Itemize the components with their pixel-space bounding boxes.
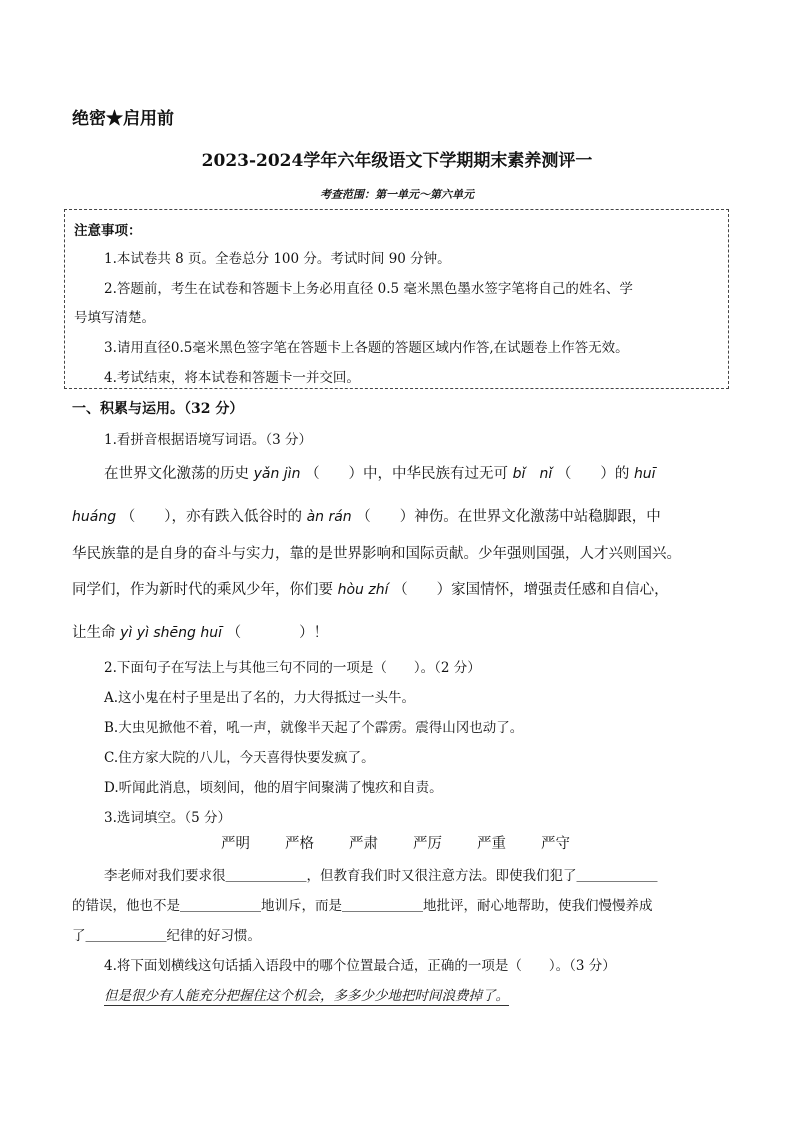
exam-title: 2023-2024学年六年级语文下学期期末素养测评一	[201, 151, 593, 171]
pinyin-bini: bǐ nǐ	[512, 466, 553, 482]
q3-paragraph-line-3: 了＿＿＿＿＿＿纪律的好习惯。	[72, 928, 261, 944]
notice-item-4: 4.考试结束，将本试卷和答题卡一并交回。	[104, 370, 360, 386]
notice-heading: 注意事项：	[74, 223, 142, 239]
notice-item-3: 3.请用直径0.5毫米黑色签字笔在答题卡上各题的答题区域内作答,在试题卷上作答无效。	[104, 340, 629, 356]
q2-option-a: A.这小鬼在村子里是出了名的，力大得抵过一头牛。	[104, 690, 416, 706]
pinyin-huang: huáng	[72, 509, 117, 525]
word-option: 严格	[285, 836, 314, 852]
word-option: 严明	[221, 836, 250, 852]
q1-text: 让生命	[72, 625, 116, 641]
q1-text: 同学们，作为新时代的乘风少年，你们要	[72, 582, 333, 598]
pinyin-yanjin: yǎn jìn	[253, 466, 301, 482]
q3-stem: 3.选词填空。（5 分）	[104, 810, 232, 826]
q1-text: （ ）中，中华民族有过无可	[305, 466, 509, 482]
q3-paragraph-line-1: 李老师对我们要求很＿＿＿＿＿＿，但教育我们时又很注意方法。即使我们犯了＿＿＿＿＿＿	[104, 868, 658, 884]
notice-box	[64, 209, 729, 389]
q1-text: （ ）家国情怀，增强责任感和自信心，	[393, 582, 669, 598]
q2-option-b: B.大虫见掀他不着，吼一声，就像半天起了个霹雳。震得山冈也动了。	[104, 720, 524, 736]
notice-item-1: 1.本试卷共 8 页。全卷总分 100 分。考试时间 90 分钟。	[104, 251, 451, 267]
pinyin-hui: huī	[633, 466, 656, 482]
q1-text: 在世界文化激荡的历史	[104, 466, 249, 482]
q2-option-c: C.住方家大院的八儿，今天喜得快要发疯了。	[104, 750, 375, 766]
exam-scope: 考查范围：第一单元～第六单元	[320, 188, 474, 201]
confidential-label: 绝密★启用前	[72, 109, 174, 129]
q3-paragraph-line-2: 的错误，他也不是＿＿＿＿＿＿地训斥，而是＿＿＿＿＿＿地批评，耐心地帮助，使我们慢慢养成	[72, 898, 653, 914]
notice-item-2: 2.答题前，考生在试卷和答题卡上务必用直径 0.5 毫米黑色墨水签字笔将自己的姓名、学	[104, 281, 633, 297]
pinyin-yiyishenghui: yì yì shēng huī	[120, 625, 222, 641]
q1-stem: 1.看拼音根据语境写词语。（3 分）	[104, 432, 313, 448]
section-1-title: 一、积累与运用。（32 分）	[72, 401, 244, 417]
q1-text: （ ）神伤。在世界文化激荡中站稳脚跟，中	[356, 509, 661, 525]
pinyin-houzhi: hòu zhí	[337, 582, 389, 598]
notice-item-2-cont: 号填写清楚。	[74, 310, 155, 326]
q2-stem: 2.下面句子在写法上与其他三句不同的一项是（ ）。（2 分）	[104, 660, 481, 676]
word-option: 严厉	[413, 836, 442, 852]
q2-option-d: D.听闻此消息，顷刻间，他的眉宇间聚满了愧疚和自责。	[104, 780, 443, 796]
pinyin-anran: àn rán	[306, 509, 352, 525]
q1-text: （ ）！	[226, 625, 329, 641]
q1-text: （ ）的	[556, 466, 630, 482]
q4-stem: 4.将下面划横线这句话插入语段中的哪个位置最合适，正确的一项是（ ）。（3 分）	[104, 958, 616, 974]
q1-line-3: 华民族靠的是自身的奋斗与实力，靠的是世界影响和国际贡献。少年强则国强，人才兴则国兴。	[72, 546, 681, 562]
q1-line-2	[72, 505, 661, 526]
word-option: 严肃	[349, 836, 378, 852]
q1-line-1	[104, 462, 656, 483]
q1-text: （ ），亦有跌入低谷时的	[120, 509, 302, 525]
q1-line-5	[72, 621, 328, 642]
q4-underlined-sentence: 但是很少有人能充分把握住这个机会，多多少少地把时间浪费掉了。	[104, 984, 509, 1006]
word-option: 严重	[477, 836, 506, 852]
word-option: 严守	[541, 836, 570, 852]
q1-line-4	[72, 578, 669, 599]
